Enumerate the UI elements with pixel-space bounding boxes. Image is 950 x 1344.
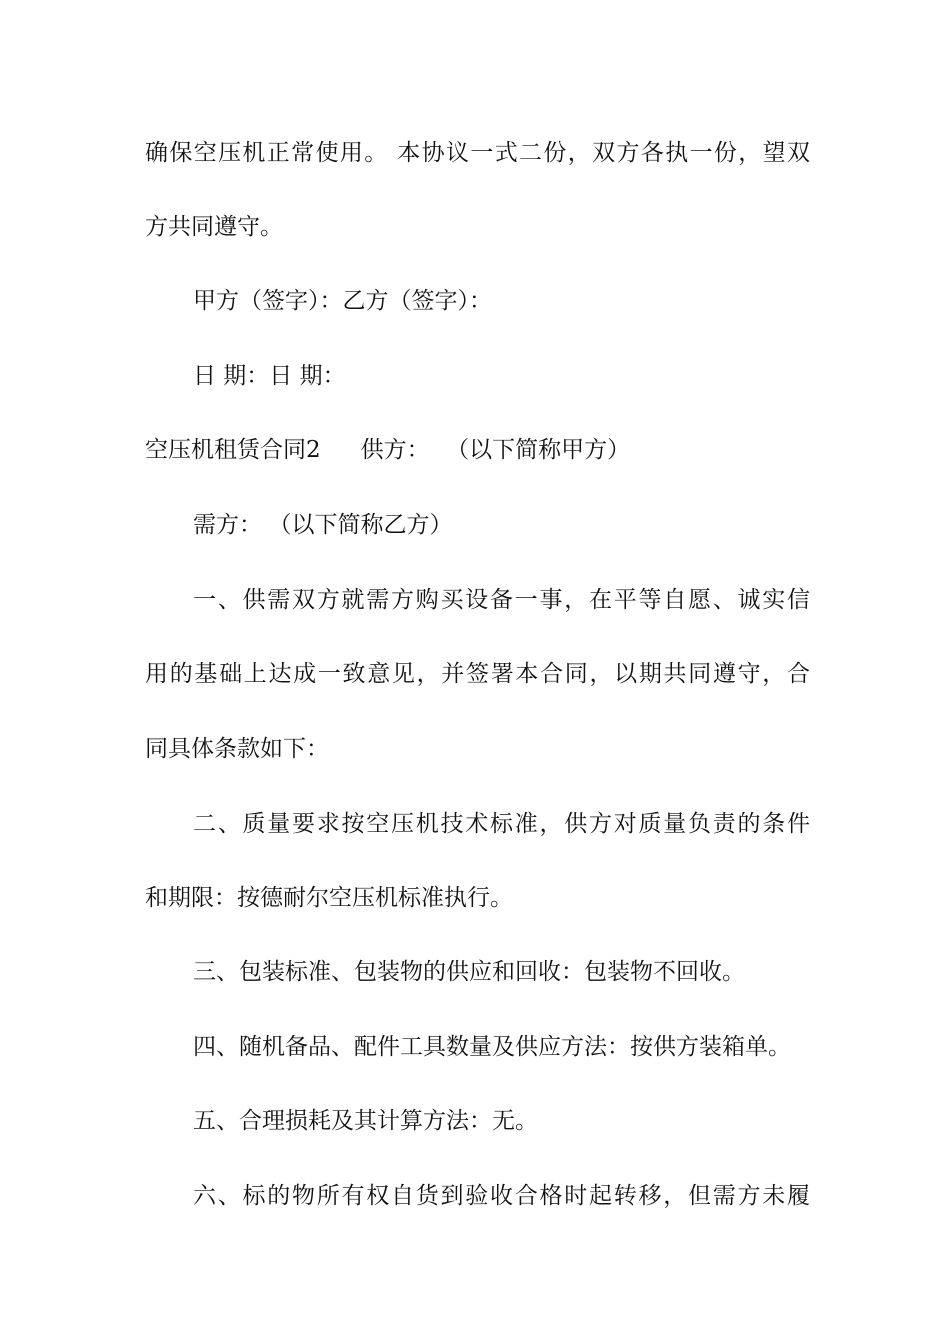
clause-line: 四、随机备品、配件工具数量及供应方法：按供方装箱单。: [193, 1034, 791, 1060]
date-line: 日 期：日 期：: [193, 363, 346, 389]
supplier-note: （以下简称甲方）: [457, 437, 631, 463]
supplier-label: 供方：: [360, 437, 430, 463]
paragraph-line: 方共同遵守。: [145, 214, 283, 240]
clause-line: 三、包装标准、包装物的供应和回收：包装物不回收。: [193, 959, 745, 985]
clause-line: 同具体条款如下：: [145, 736, 329, 762]
signature-line: 甲方（签字）：乙方（签字）：: [193, 288, 492, 314]
buyer-note: （以下简称乙方）: [280, 512, 453, 538]
clause-line: 五、合理损耗及其计算方法：无。: [193, 1108, 538, 1134]
clause-line: 一、供需双方就需方购买设备一事，在平等自愿、诚实信: [193, 587, 810, 613]
buyer-label: 需方：: [193, 512, 262, 538]
contract-heading-line: [145, 430, 810, 470]
clause-line: 二、质量要求按空压机技术标准，供方对质量负责的条件: [193, 811, 810, 837]
contract-title: 空压机租赁合同2: [145, 437, 321, 463]
clause-line: 和期限：按德耐尔空压机标准执行。: [145, 885, 513, 911]
clause-line: 六、标的物所有权自货到验收合格时起转移，但需方未履: [193, 1183, 810, 1209]
buyer-line: [193, 505, 810, 545]
paragraph-line: 确保空压机正常使用。 本协议一式二份，双方各执一份，望双: [145, 140, 810, 166]
clause-line: 用的基础上达成一致意见，并签署本合同，以期共同遵守，合: [145, 661, 810, 687]
